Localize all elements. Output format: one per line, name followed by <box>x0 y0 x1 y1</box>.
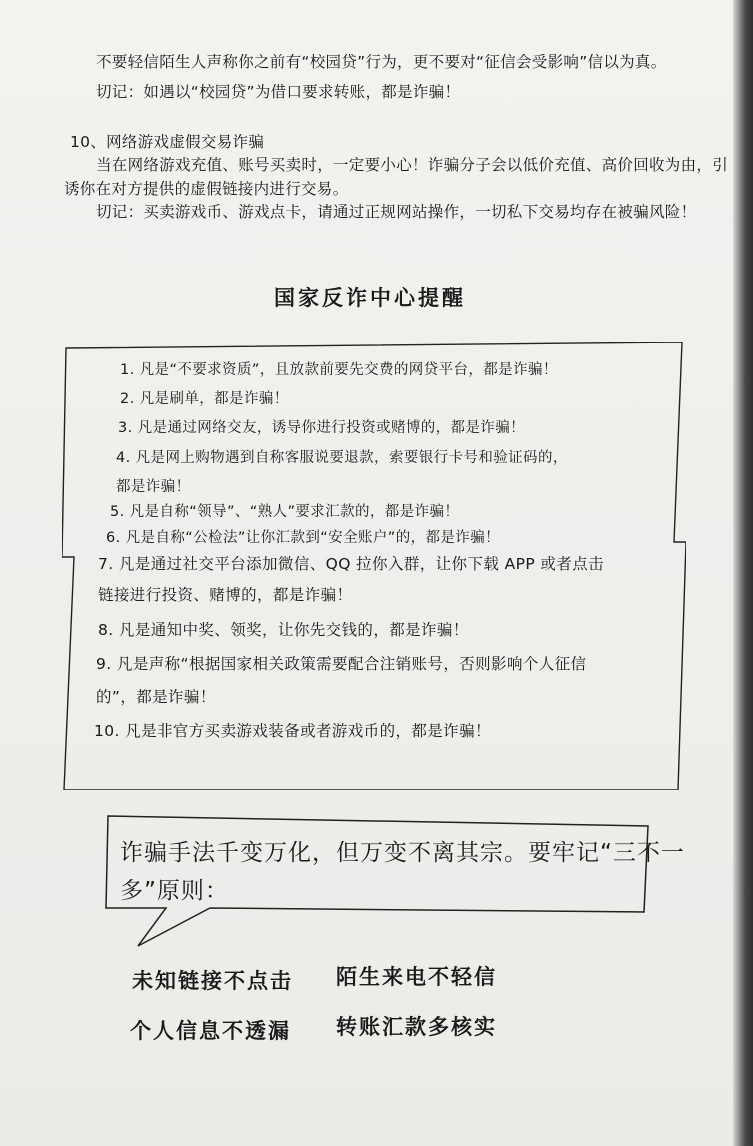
campus-loan-reminder-line: 切记：如遇以“校园贷”为借口要求转账，都是诈骗！ <box>96 83 461 101</box>
speech-bubble <box>100 812 685 952</box>
reminder-item: 4. 凡是网上购物遇到自称客服说要退款，索要银行卡号和验证码的， <box>116 450 568 466</box>
item10-body-line-2: 诱你在对方提供的虚假链接内进行交易。 <box>64 180 349 198</box>
reminder-item: 5. 凡是自称“领导”、“熟人”要求汇款的，都是诈骗！ <box>110 504 460 520</box>
reminder-item: 6. 凡是自称“公检法”让你汇款到“安全账户”的，都是诈骗！ <box>106 530 500 546</box>
reminder-item: 3. 凡是通过网络交友，诱导你进行投资或赌博的，都是诈骗！ <box>118 420 526 436</box>
bubble-text-line-2: 多”原则： <box>120 878 229 904</box>
reminder-item: 链接进行投资、赌博的，都是诈骗！ <box>98 586 353 604</box>
reminder-item: 9. 凡是声称“根据国家相关政策需要配合注销账号，否则影响个人征信 <box>96 655 587 673</box>
rule-transfer-verify: 转账汇款多核实 <box>336 1015 497 1039</box>
rule-personal-info: 个人信息不透漏 <box>130 1019 291 1043</box>
item10-reminder-line: 切记：买卖游戏币、游戏点卡，请通过正规网站操作，一切私下交易均存在被骗风险！ <box>96 203 697 221</box>
reminder-item: 8. 凡是通知中奖、领奖，让你先交钱的，都是诈骗！ <box>98 621 469 639</box>
page-edge-shadow <box>733 0 753 1146</box>
reminder-item: 7. 凡是通过社交平台添加微信、QQ 拉你入群，让你下载 APP 或者点击 <box>98 555 604 573</box>
rule-unknown-links: 未知链接不点击 <box>132 969 293 993</box>
item10-body-line-1: 当在网络游戏充值、账号买卖时，一定要小心！诈骗分子会以低价充值、高价回收为由，引 <box>96 156 729 174</box>
page-title: 国家反诈中心提醒 <box>274 286 466 310</box>
rule-stranger-calls: 陌生来电不轻信 <box>336 965 497 989</box>
reminder-list-box <box>62 342 686 790</box>
reminder-item: 10. 凡是非官方买卖游戏装备或者游戏币的，都是诈骗！ <box>94 722 491 740</box>
bubble-text-line-1: 诈骗手法千变万化，但万变不离其宗。要牢记“三不一 <box>120 840 685 866</box>
reminder-item: 1. 凡是“不要求资质”，且放款前要先交费的网贷平台，都是诈骗！ <box>120 362 558 378</box>
reminder-item: 2. 凡是刷单，都是诈骗！ <box>120 391 289 407</box>
reminder-item: 的”，都是诈骗！ <box>96 688 216 706</box>
item10-title: 10、网络游戏虚假交易诈骗 <box>70 133 265 151</box>
reminder-item: 都是诈骗！ <box>116 479 191 495</box>
campus-loan-warning-line: 不要轻信陌生人声称你之前有“校园贷”行为，更不要对“征信会受影响”信以为真。 <box>96 53 667 71</box>
